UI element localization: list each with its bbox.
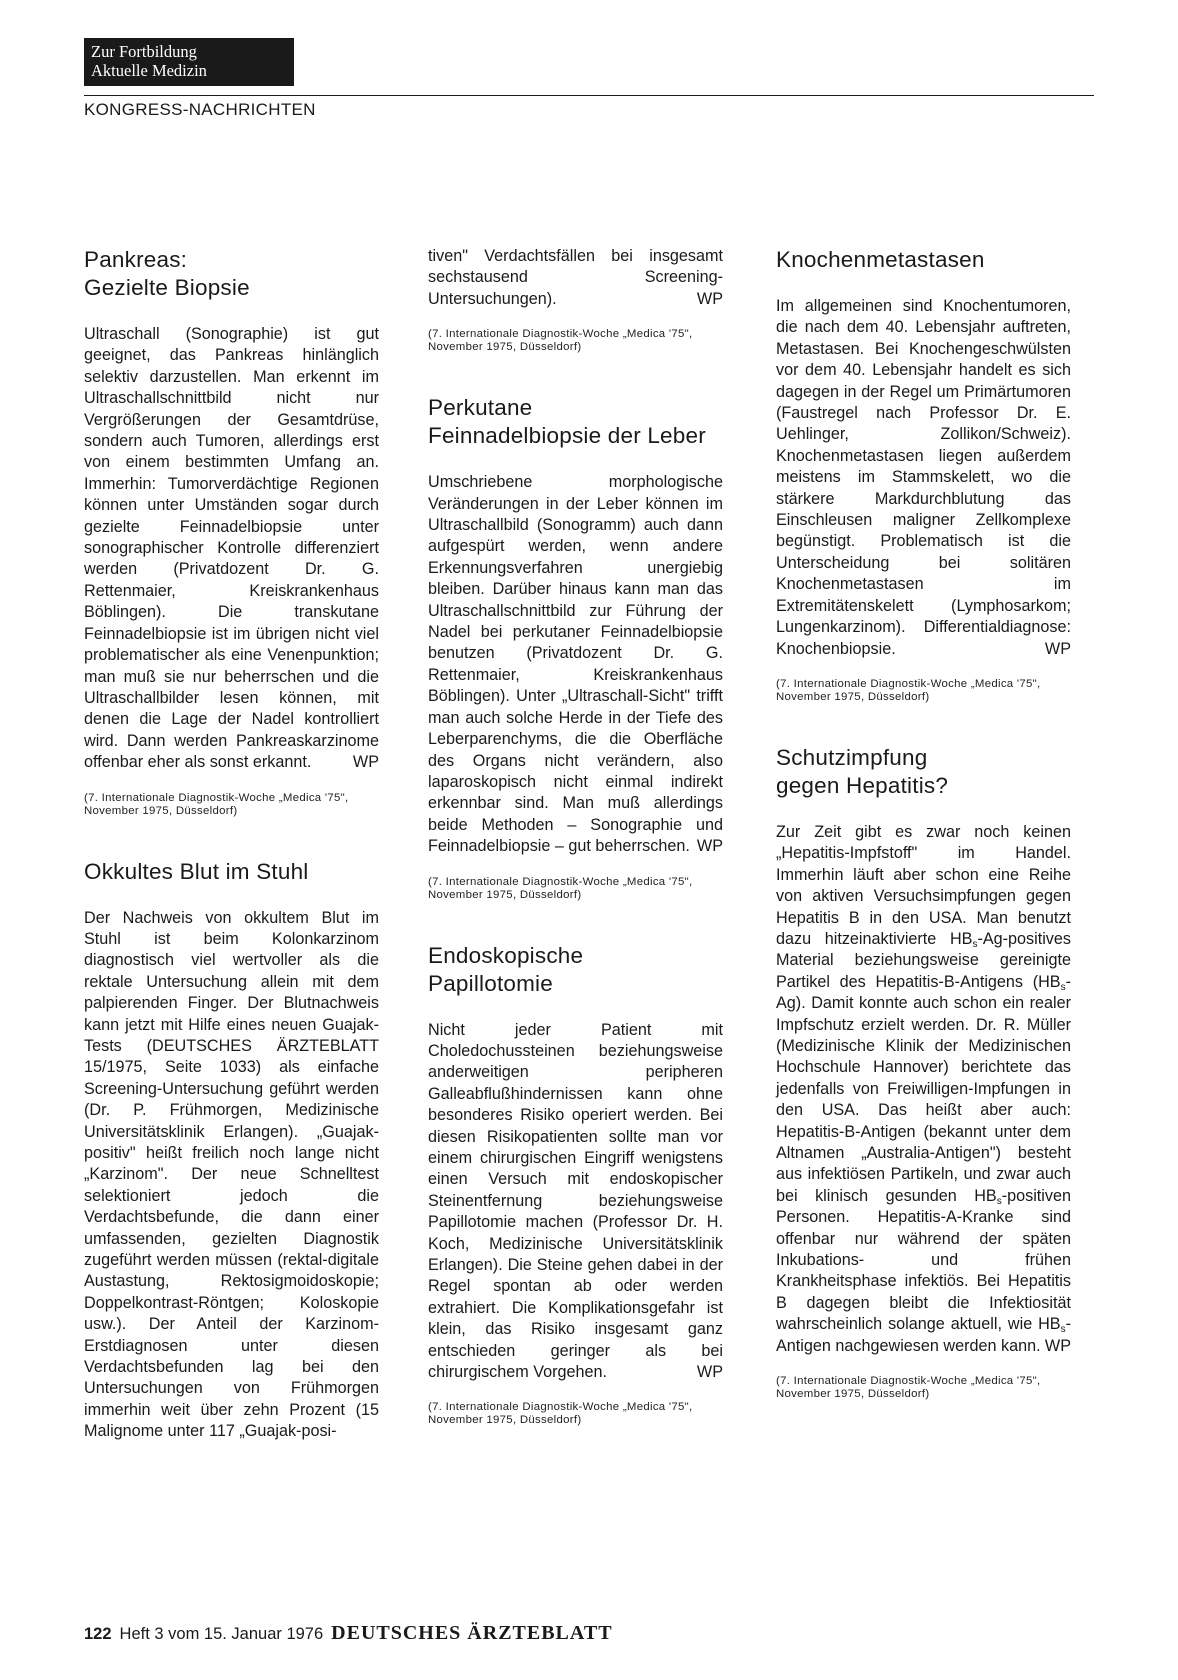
body-text: Nicht jeder Patient mit Choledochussteinen beziehungsweise anderweitigen peripheren Galleabflußhindernissen kann ohne besonderes Risiko operiert werden. Bei diesen Risikopatienten sollte man vor einem chirurgischen Eingriff wenigstens einen Versuch mit endoskopischer Steinentfernung beziehungsweise Papillotomie machen (Professor Dr. H. Koch, Medizinische Universitätsklinik Erlangen). Die Steine gehen dabei in der Regel spontan ab oder werden extrahiert. Die Komplikationsgefahr ist klein, das Risiko insgesamt ganz entschieden geringer als bei chirurgischem Vorgehen. (428, 1020, 723, 1382)
author-signature: WP (696, 289, 723, 308)
article-endoskopische (428, 942, 723, 1428)
article-body (428, 1020, 723, 1384)
body-text: -positiven Personen. Hepatitis-A-Kranke sind offenbar nur während der späten Inkubations- und frühen Krankheitsphase infektiös. Bei Hepatitis B dagegen bleibt die Infektiosität wahrscheinlich solange aktuell, wie HB (776, 1186, 1071, 1334)
article-citation: (7. Internationale Diagnostik-Woche „Medica '75", November 1975, Düsseldorf) (428, 328, 693, 354)
body-text: Zur Zeit gibt es zwar noch keinen „Hepatitis-Impfstoff" im Handel. Immerhin läuft aber schon eine Reihe von aktiven Versuchsimpfungen gegen Hepatitis B in den USA. Man benutzt dazu hitzeinaktivierte HB (776, 822, 1071, 948)
column-1 (84, 246, 379, 1443)
header-line-2: Aktuelle Medizin (91, 61, 207, 80)
body-text: -Antigen nachgewiesen werden kann. (776, 1315, 1071, 1355)
article-title (428, 942, 723, 998)
title-line-1: Endoskopische (428, 942, 584, 968)
article-body (84, 324, 379, 774)
page-number: 122 (84, 1625, 112, 1643)
article-citation: (7. Internationale Diagnostik-Woche „Medica '75", November 1975, Düsseldorf) (84, 791, 349, 817)
article-okkultes-blut-continued (428, 246, 723, 354)
article-schutzimpfung (776, 744, 1071, 1401)
title-line-1: Pankreas: (84, 247, 188, 272)
body-text: Im allgemeinen sind Knochentumoren, die nach dem 40. Lebensjahr auftreten, Metastasen. Bei Knochengeschwülsten vor dem 40. Lebensjahr handelt es sich dagegen in der Regel um Primärtumoren (Faustregel nach Professor Dr. E. Uehlinger, Zollikon/Schweiz). Knochenmetastasen liegen außerdem meistens im Stammskelett, wo die stärkere Markdurchblutung das Einschleusen maligner Zellkomplexe begünstigt. Problematisch ist die Unterscheidung bei solitären Knochenmetastasen im Extremitätenskelett (Lymphosarkom; Lungenkarzinom). Differentialdiagnose: Knochenbiopsie. (776, 297, 1071, 658)
author-signature: WP (352, 753, 379, 772)
subscript: s (1060, 981, 1066, 993)
subscript: s (1060, 1324, 1066, 1336)
article-body (776, 296, 1071, 660)
article-body (776, 822, 1071, 1357)
article-title (776, 744, 1071, 800)
article-title (428, 394, 723, 450)
body-text: Umschriebene morphologische Veränderungen in der Leber können im Ultraschallbild (Sonogramm) auch dann aufgespürt werden, wenn andere Erkennungsverfahren unergiebig bleiben. Darüber hinaus kann man das Ultraschallschnittbild zur Führung der Nadel bei perkutaner Feinnadelbiopsie benutzen (Privatdozent Dr. G. Rettenmaier, Kreiskrankenhaus Böblingen). Unter „Ultraschall-Sicht" trifft man auch solche Herde in der Tiefe des Leberparenchyms, die die Oberfläche des Organs nicht verändern, also laparoskopisch nicht einmal indirekt erkennbar sind. Man muß allerdings beide Methoden – Sonographie und Feinnadelbiopsie – gut beherrschen. (428, 473, 723, 856)
journal-name: DEUTSCHES ÄRZTEBLATT (331, 1622, 613, 1644)
body-text: Ultraschall (Sonographie) ist gut geeignet, das Pankreas hinlänglich selektiv darzustellen. Man erkennt im Ultraschallschnittbild nicht nur Vergrößerungen der Gesamtdrüse, sondern auch Tumoren, allerdings erst von einem bestimmten Umfang an. Immerhin: Tumorverdächtige Regionen können unter Umständen sogar durch gezielte Feinnadelbiopsie unter sonographischer Kontrolle differenziert werden (Privatdozent Dr. G. Rettenmaier, Kreiskrankenhaus Böblingen). Die transkutane Feinnadelbiopsie ist im übrigen nicht viel problematischer als eine Venenpunktion; man muß sie nur beherrschen und die Ultraschallbilder lesen können, mit denen die Lage der Nadel kontrolliert wird. Dann werden Pankreaskarzinome offenbar eher als sonst erkannt. (84, 325, 379, 772)
title-line-2: Papillotomie (428, 970, 553, 996)
body-text: -Ag-positives Material beziehungsweise gereinigte Partikel des Hepatitis-B-Antigens (HB (776, 929, 1071, 991)
article-body (428, 472, 723, 857)
article-okkultes-blut (84, 858, 379, 1443)
title-line-1: Schutzimpfung (776, 744, 928, 770)
article-citation: (7. Internationale Diagnostik-Woche „Medica '75", November 1975, Düsseldorf) (428, 1401, 693, 1427)
article-pankreas (84, 246, 379, 818)
article-title: Okkultes Blut im Stuhl (84, 858, 309, 884)
article-citation: (7. Internationale Diagnostik-Woche „Medica '75", November 1975, Düsseldorf) (428, 875, 693, 901)
title-line-2: Gezielte Biopsie (84, 275, 250, 300)
body-text: -Ag). Damit konnte auch schon ein realer Impfschutz erzielt werden. Dr. R. Müller (Medizinische Klinik der Medizinischen Hochschule Hannover) berichtete das jedenfalls von Freiwilligen-Impfungen in den USA. Das heißt aber auch: Hepatitis-B-Antigen (bekannt unter dem Altnamen „Australia-Antigen") besteht aus infektiösen Partikeln, und zwar auch bei klinisch gesunden HB (776, 972, 1071, 1205)
page-footer (84, 1622, 613, 1645)
subscript: s (972, 938, 978, 950)
subscript: s (996, 1195, 1002, 1207)
article-body (428, 246, 723, 310)
article-knochenmetastasen (776, 246, 1071, 704)
title-line-2: Feinnadelbiopsie der Leber (428, 423, 706, 449)
author-signature: WP (1044, 639, 1071, 658)
article-title: Knochenmetastasen (776, 247, 985, 272)
title-line-2: gegen Hepatitis? (776, 772, 949, 798)
column-2 (428, 246, 723, 1427)
title-line-1: Perkutane (428, 395, 533, 421)
body-text: tiven" Verdachtsfällen bei insgesamt sechstausend Screening-Untersuchungen). (428, 247, 723, 308)
column-3 (776, 246, 1071, 1401)
author-signature: WP (696, 837, 723, 856)
author-signature: WP (1044, 1336, 1071, 1355)
header-box (84, 38, 294, 86)
author-signature: WP (696, 1363, 723, 1382)
header-rule (84, 95, 1094, 96)
issue-info: Heft 3 vom 15. Januar 1976 (119, 1625, 324, 1643)
article-citation: (7. Internationale Diagnostik-Woche „Medica '75", November 1975, Düsseldorf) (776, 1375, 1041, 1401)
header-line-1: Zur Fortbildung (91, 42, 197, 61)
article-citation: (7. Internationale Diagnostik-Woche „Medica '75", November 1975, Düsseldorf) (776, 677, 1041, 703)
section-label: KONGRESS-NACHRICHTEN (84, 100, 316, 119)
article-perkutane (428, 394, 723, 901)
article-body: Der Nachweis von okkultem Blut im Stuhl ist beim Kolonkarzinom diagnostisch viel wertvoller als die rektale Untersuchung allein mit dem palpierenden Finger. Der Blutnachweis kann jetzt mit Hilfe eines neuen Guajak-Tests (DEUTSCHES ÄRZTEBLATT 15/1975, Seite 1033) als einfache Screening-Untersuchung geführt werden (Dr. P. Frühmorgen, Medizinische Universitätsklinik Erlangen). „Guajak-positiv" heißt freilich noch lange nicht „Karzinom". Der neue Schnelltest selektioniert jedoch die Verdachtsbefunde, die dann einer umfassenden, gezielten Diagnostik zugeführt werden müssen (rektal-digitale Austastung, Rektosigmoidoskopie; Doppelkontrast-Röntgen; Koloskopie usw.). Der Anteil der Karzinom-Erstdiagnosen unter diesen Verdachtsbefunden lag bei den Untersuchungen von Frühmorgen immerhin weit über zehn Prozent (15 Malignome unter 117 „Guajak-posi- (84, 908, 379, 1441)
article-title (84, 246, 379, 302)
